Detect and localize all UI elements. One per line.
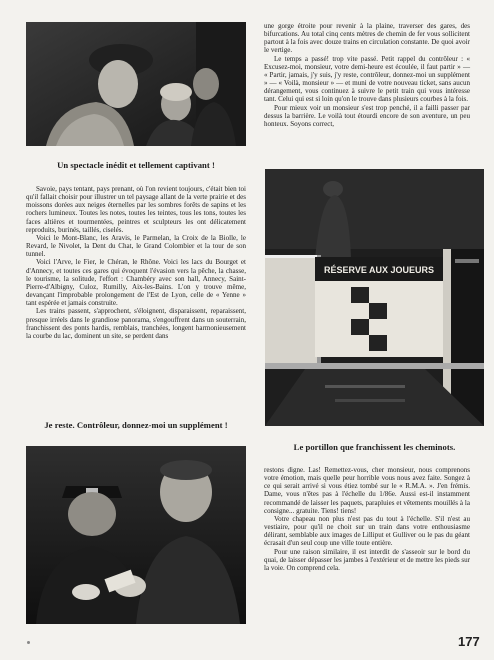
paragraph: une gorge étroite pour revenir à la plaine, traverser des gares, des bifurcations. Au total cinq cents mètres de chemin de fer vous sollicitent partout à la fois avec douze trains en circulation constante. De quoi avoir le vertige. bbox=[264, 22, 470, 55]
right-bottom-text bbox=[264, 466, 470, 572]
mother-child-image bbox=[26, 22, 246, 146]
photo-mother-child bbox=[26, 22, 246, 146]
paragraph: restons digne. Las! Remettez-vous, cher monsieur, nous comprenons votre émotion, mais quelle peur horrible vous nous avez faite. Songez à ce qui serait arrivé si vous étiez tombé sur le « R.M.A. ». J'en frémis. Dame, vous n'êtes pas à l'échelle du 1/86e. Aussi est-il instamment recommandé de laisser les paquets, parapluies et vêtements mouillés à la consigne... gratuite. Tiens! tiens! bbox=[264, 466, 470, 515]
left-column-text bbox=[26, 185, 246, 340]
paragraph: Le temps a passé! trop vite passé. Petit rappel du contrôleur : « Excusez-moi, monsieur, votre demi-heure est écoulée, il faut partir » — « Partir, jamais, j'y suis, j'y reste, contrôleur, donnez-moi un supplément » — « Voilà, monsieur » — et muni de votre nouveau ticket, sans aucun dérangement, vous continuez à suivre le petit train qui vous intéresse tant. Celui qui est si loin qu'on le trouve dans plusieurs courbes à la fois. bbox=[264, 54, 470, 104]
conductor-image bbox=[26, 446, 246, 624]
caption-gate: Le portillon que franchissent les cheminots. bbox=[293, 442, 456, 452]
page-dot bbox=[27, 641, 30, 644]
paragraph: Voici le Mont-Blanc, les Aravis, le Parmelan, la Croix de la Biolle, le Revard, le Nivolet, la Dent du Chat, le Grand Colombier et la tour de son tunnel. bbox=[26, 233, 246, 259]
paragraph: Voici l'Arve, le Fier, le Chéran, le Rhône. Voici les lacs du Bourget et d'Annecy, et toutes ces gares qui évoquent l'évasion vers la pêche, la chasse, le tourisme, la solitude, l'effort : Chambéry avec son hall, Annecy, Saint-Pierre-d'Albigny, Culoz, Rumilly, Aix-les-Bains. L'on y trouve même, devançant l'improbable prolongement de l'Est de Lyon, celle de « Yenne » tant espérée et jamais construite. bbox=[26, 258, 246, 308]
photo-gate bbox=[265, 169, 484, 426]
paragraph: Les trains passent, s'approchent, s'éloignent, disparaissent, reparaissent, presque irréels dans le grandiose panorama, s'engouffrent dans un souterrain, franchissent des ponts hardis, remblais, tranchées, longent harmonieusement la courbe du lac, dominent un site, se perdent dans bbox=[26, 307, 246, 340]
paragraph: Savoie, pays tentant, pays prenant, où l'on revient toujours, c'était bien toi qu'il fallait choisir pour illustrer un tel paysage allant de la verte prairie et des moissons dorées aux neiges éternelles par les sombres forêts de sapins et les rochers lumineux. Toutes les notes, toutes les teintes, tous les tons, toutes les faces altières et tourmentées, peintres et sculpteurs les ont délicatement reproduits, burinés, taillés, ciselés. bbox=[26, 185, 246, 234]
caption-mother-child: Un spectacle inédit et tellement captivant ! bbox=[57, 160, 215, 170]
paragraph: Votre chapeau non plus n'est pas du tout à l'échelle. S'il n'est au vestiaire, pour qu'il ne choit sur un train dans votre enthousiasme délirant, semblable aux images de Lilliput et Gulliver ou le pas du géant écrasait d'un seul coup une ville toute entière. bbox=[264, 514, 470, 548]
gate-sign-text: RÉSERVE AUX JOUEURS bbox=[323, 265, 435, 275]
caption-conductor: Je reste. Contrôleur, donnez-moi un supplément ! bbox=[44, 420, 228, 430]
paragraph: Pour une raison similaire, il est interdit de s'asseoir sur le bord du quai, de laisser dépasser les jambes à l'extérieur et de mettre les pieds sur la voie. On comprend cela. bbox=[264, 547, 470, 572]
photo-conductor bbox=[26, 446, 246, 624]
gate-image bbox=[265, 169, 484, 426]
right-top-text bbox=[264, 22, 470, 128]
paragraph: Pour mieux voir un monsieur s'est trop penché, il a failli passer par dessus la barrière. Le voilà tout étourdi encore de son aventure, un peu honteux. Soyons correct, bbox=[264, 103, 470, 128]
page-number: 177 bbox=[458, 634, 480, 649]
